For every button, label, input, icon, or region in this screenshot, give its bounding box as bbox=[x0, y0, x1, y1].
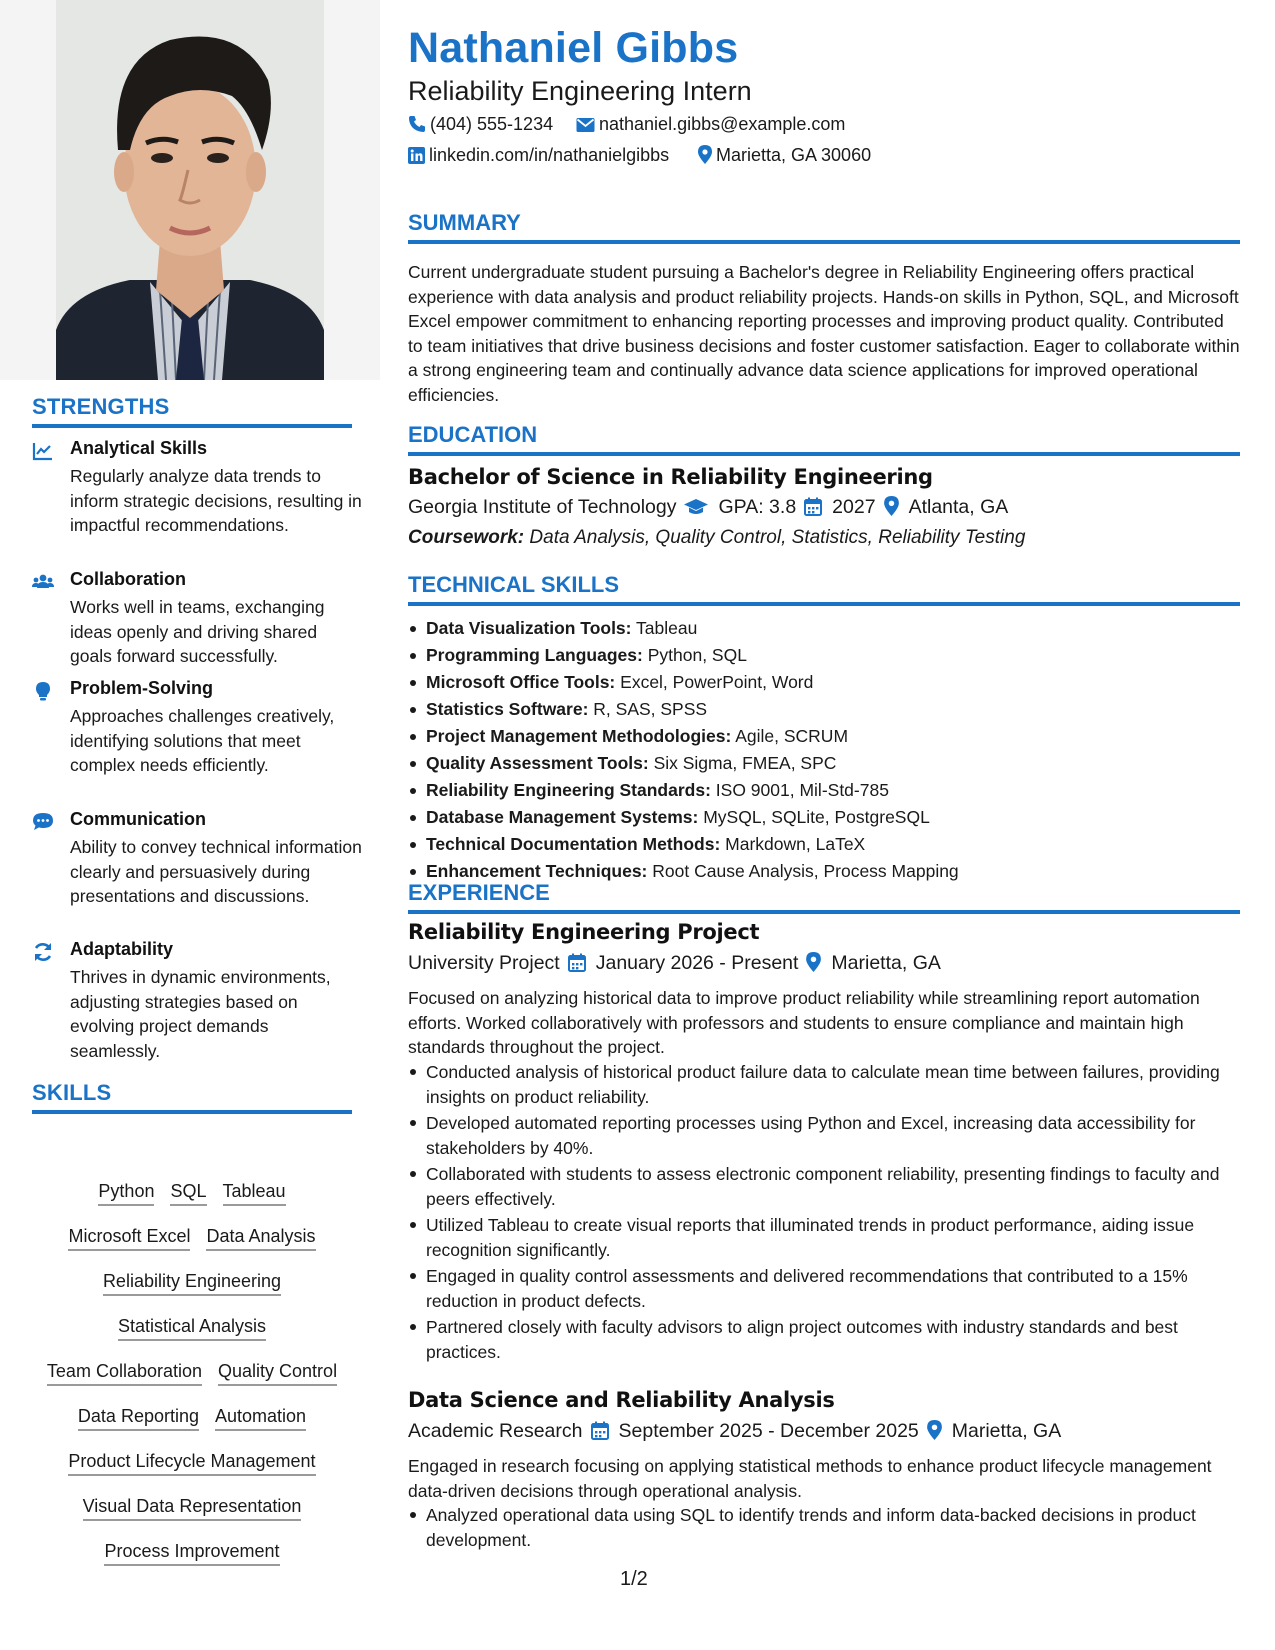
education-heading: EDUCATION bbox=[408, 422, 1240, 456]
skill-category: Statistics Software: bbox=[426, 699, 589, 719]
candidate-name: Nathaniel Gibbs bbox=[408, 24, 739, 72]
skill-category: Enhancement Techniques: bbox=[426, 861, 648, 881]
summary-heading: SUMMARY bbox=[408, 210, 1240, 244]
strength-description: Regularly analyze data trends to inform strategic decisions, resulting in impactful recommendations. bbox=[70, 466, 362, 535]
skill-chip: Visual Data Representation bbox=[83, 1495, 302, 1521]
list-item bbox=[426, 723, 1226, 750]
list-item bbox=[426, 696, 1226, 723]
job-summary: Engaged in research focusing on applying statistical methods to enhance product lifecycle management data-driven decisions through operational analysis. bbox=[408, 1456, 1212, 1501]
skill-row bbox=[32, 1180, 352, 1225]
calendar-icon bbox=[591, 1421, 609, 1440]
job-summary: Focused on analyzing historical data to improve product reliability while streamlining report automation efforts. Worked collaboratively with professors and students to ensure compliance and maintain high standards throughout the project. bbox=[408, 988, 1200, 1057]
skill-chip: Product Lifecycle Management bbox=[68, 1450, 315, 1476]
list-item bbox=[426, 750, 1226, 777]
job-org: Academic Research bbox=[408, 1420, 583, 1442]
strength-title: Problem-Solving bbox=[70, 678, 214, 698]
skill-chip: Quality Control bbox=[218, 1360, 337, 1386]
list-item: Partnered closely with faculty advisors to align project outcomes with industry standards and best practices. bbox=[426, 1315, 1236, 1364]
phone-icon bbox=[408, 115, 426, 133]
list-item bbox=[426, 831, 1226, 858]
skill-row bbox=[32, 1495, 352, 1540]
strengths-heading: STRENGTHS bbox=[32, 394, 352, 428]
skill-chip: Data Reporting bbox=[78, 1405, 199, 1431]
chat-bubble-icon bbox=[32, 811, 54, 833]
graduation-cap-icon bbox=[684, 498, 708, 516]
job-title: Reliability Engineering Project bbox=[408, 920, 760, 944]
skill-category: Technical Documentation Methods: bbox=[426, 834, 721, 854]
contact-phone bbox=[408, 114, 553, 135]
strength-title: Collaboration bbox=[70, 569, 186, 589]
skill-category: Programming Languages: bbox=[426, 645, 643, 665]
strength-description: Thrives in dynamic environments, adjusting strategies based on evolving project demands seamlessly. bbox=[70, 967, 331, 1061]
strength-title: Adaptability bbox=[70, 939, 174, 959]
skills-heading: SKILLS bbox=[32, 1080, 352, 1114]
list-item bbox=[426, 642, 1226, 669]
profile-portrait-icon bbox=[0, 0, 380, 380]
skill-row bbox=[32, 1540, 352, 1585]
skill-values: Python, SQL bbox=[647, 645, 747, 665]
skill-row bbox=[32, 1360, 352, 1405]
strength-title: Analytical Skills bbox=[70, 438, 208, 458]
summary-text: Current undergraduate student pursuing a Bachelor's degree in Reliability Engineering offers practical experience with data analysis and product reliability projects. Hands-on skills in Python, SQL, and Microsoft Excel empower commitment to enhancing reporting processes and improving product quality. Contributed to team initiatives that drive business decisions and foster customer satisfaction. Eager to collaborate within a strong engineering team and continually advance data science applications for improved operational efficiencies. bbox=[408, 262, 1240, 405]
skill-chip: Reliability Engineering bbox=[103, 1270, 281, 1296]
envelope-icon bbox=[576, 117, 595, 133]
list-item: Collaborated with students to assess electronic component reliability, presenting findings to faculty and peers effectively. bbox=[426, 1162, 1236, 1211]
list-item: Conducted analysis of historical product failure data to calculate mean time between failures, providing insights on product reliability. bbox=[426, 1060, 1236, 1109]
skill-row bbox=[32, 1450, 352, 1495]
page-number: 1/2 bbox=[620, 1568, 648, 1590]
contact-email[interactable] bbox=[576, 114, 845, 135]
skill-values: Excel, PowerPoint, Word bbox=[620, 672, 814, 692]
skill-category: Quality Assessment Tools: bbox=[426, 753, 649, 773]
skill-row bbox=[32, 1225, 352, 1270]
linkedin-text[interactable]: linkedin.com/in/nathanielgibbs bbox=[429, 145, 670, 165]
skill-chip: Team Collaboration bbox=[47, 1360, 202, 1386]
coursework-line bbox=[408, 527, 1025, 549]
skill-category: Data Visualization Tools: bbox=[426, 618, 632, 638]
users-icon bbox=[32, 571, 54, 593]
skill-category: Database Management Systems: bbox=[426, 807, 699, 827]
gpa-text: GPA: 3.8 bbox=[718, 496, 797, 518]
map-pin-icon bbox=[698, 145, 712, 164]
skill-values: Markdown, LaTeX bbox=[725, 834, 866, 854]
email-text[interactable]: nathaniel.gibbs@example.com bbox=[599, 114, 846, 134]
skill-row bbox=[32, 1405, 352, 1450]
job-meta bbox=[408, 952, 941, 975]
skill-values: Six Sigma, FMEA, SPC bbox=[653, 753, 837, 773]
list-item: Engaged in quality control assessments and delivered recommendations that contributed to a 15% reduction in product defects. bbox=[426, 1264, 1236, 1313]
list-item: Utilized Tableau to create visual reports that illuminated trends in product performance, aiding issue recognition significantly. bbox=[426, 1213, 1236, 1262]
refresh-icon bbox=[32, 941, 54, 963]
list-item: Developed automated reporting processes using Python and Excel, increasing data accessibility for stakeholders by 40%. bbox=[426, 1111, 1236, 1160]
candidate-role: Reliability Engineering Intern bbox=[408, 76, 752, 106]
job-title: Data Science and Reliability Analysis bbox=[408, 1388, 835, 1412]
technical-skills-heading: TECHNICAL SKILLS bbox=[408, 572, 1240, 606]
calendar-icon bbox=[568, 953, 586, 972]
job-bullets bbox=[426, 1503, 1236, 1554]
job-location: Marietta, GA bbox=[831, 952, 941, 974]
lightbulb-icon bbox=[32, 680, 54, 702]
skill-values: Agile, SCRUM bbox=[735, 726, 849, 746]
calendar-icon bbox=[804, 497, 822, 516]
map-pin-icon bbox=[806, 952, 821, 972]
skill-chip: Data Analysis bbox=[206, 1225, 315, 1251]
job-dates: September 2025 - December 2025 bbox=[618, 1420, 919, 1442]
skill-values: Root Cause Analysis, Process Mapping bbox=[652, 861, 959, 881]
location-text: Marietta, GA 30060 bbox=[716, 145, 872, 165]
job-location: Marietta, GA bbox=[951, 1420, 1062, 1442]
skill-chip: Tableau bbox=[223, 1180, 286, 1206]
map-pin-icon bbox=[927, 1420, 942, 1440]
skill-category: Microsoft Office Tools: bbox=[426, 672, 616, 692]
skill-chip: SQL bbox=[170, 1180, 206, 1206]
skill-chip: Process Improvement bbox=[104, 1540, 279, 1566]
school-location: Atlanta, GA bbox=[908, 496, 1009, 518]
list-item bbox=[426, 804, 1226, 831]
skill-chip: Python bbox=[98, 1180, 154, 1206]
skill-values: MySQL, SQLite, PostgreSQL bbox=[703, 807, 930, 827]
graduation-year: 2027 bbox=[832, 496, 876, 518]
job-bullets bbox=[426, 1060, 1236, 1366]
profile-photo bbox=[0, 0, 380, 380]
job-meta bbox=[408, 1420, 1061, 1443]
job-dates: January 2026 - Present bbox=[595, 952, 799, 974]
list-item bbox=[426, 669, 1226, 696]
technical-skills-list bbox=[426, 615, 1226, 885]
phone-text: (404) 555-1234 bbox=[430, 114, 554, 134]
skill-values: R, SAS, SPSS bbox=[593, 699, 708, 719]
list-item bbox=[426, 615, 1226, 642]
skill-chip: Automation bbox=[215, 1405, 306, 1431]
linkedin-icon bbox=[408, 147, 425, 164]
degree-title: Bachelor of Science in Reliability Engineering bbox=[408, 465, 933, 489]
contact-linkedin[interactable] bbox=[408, 145, 669, 166]
skill-values: Tableau bbox=[636, 618, 698, 638]
strength-description: Ability to convey technical information clearly and persuasively during presentations and discussions. bbox=[70, 837, 362, 906]
skills-cloud bbox=[32, 1180, 352, 1585]
skill-chip: Microsoft Excel bbox=[68, 1225, 190, 1251]
skill-values: ISO 9001, Mil-Std-785 bbox=[715, 780, 889, 800]
strength-title: Communication bbox=[70, 809, 207, 829]
coursework-text: Data Analysis, Quality Control, Statistics, Reliability Testing bbox=[529, 527, 1026, 548]
experience-heading: EXPERIENCE bbox=[408, 880, 1240, 914]
skill-category: Reliability Engineering Standards: bbox=[426, 780, 711, 800]
map-pin-icon bbox=[884, 496, 899, 516]
list-item bbox=[426, 777, 1226, 804]
sidebar bbox=[0, 0, 380, 1650]
skill-chip: Statistical Analysis bbox=[118, 1315, 266, 1341]
skill-row bbox=[32, 1270, 352, 1315]
skill-category: Project Management Methodologies: bbox=[426, 726, 732, 746]
skill-row bbox=[32, 1315, 352, 1360]
contact-location bbox=[698, 145, 871, 166]
list-item: Analyzed operational data using SQL to identify trends and inform data-backed decisions in product development. bbox=[426, 1503, 1236, 1552]
strength-description: Approaches challenges creatively, identifying solutions that meet complex needs efficiently. bbox=[70, 706, 335, 775]
education-meta bbox=[408, 496, 1008, 519]
job-org: University Project bbox=[408, 952, 560, 974]
school-name: Georgia Institute of Technology bbox=[408, 496, 677, 518]
strength-description: Works well in teams, exchanging ideas openly and driving shared goals forward successfully. bbox=[70, 597, 325, 666]
line-chart-icon bbox=[32, 440, 54, 462]
coursework-label: Coursework: bbox=[408, 527, 525, 548]
